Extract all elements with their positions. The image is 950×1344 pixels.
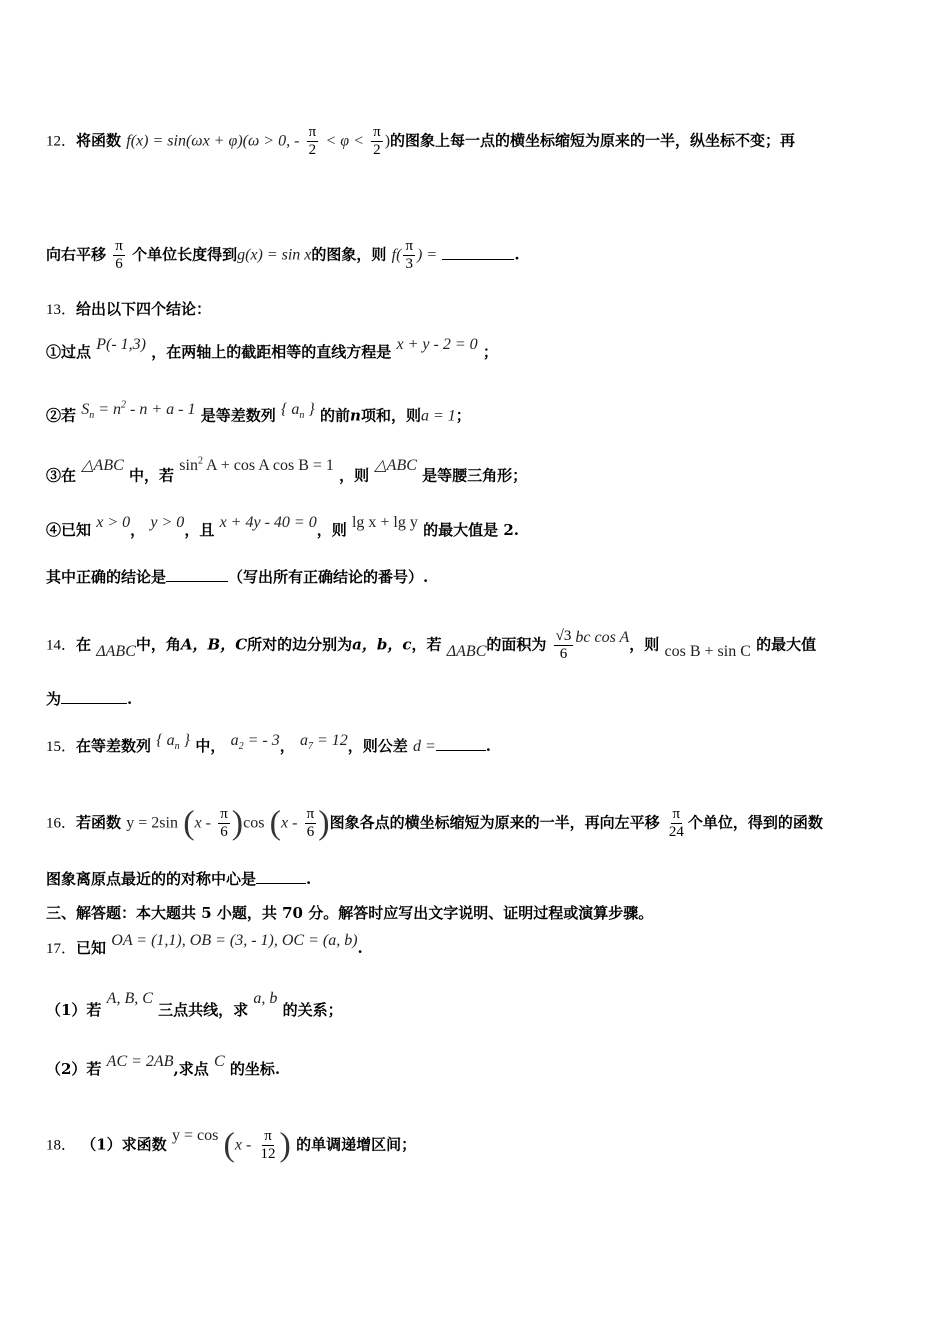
right-paren: )	[279, 1126, 291, 1164]
q14-line1	[46, 628, 816, 663]
q15-math: $a_7 = 12$	[299, 732, 348, 753]
fraction: $\frac{\pi}{12}$	[260, 1128, 276, 1162]
q17-part1	[46, 990, 343, 1021]
q16-text: 个单位，得到的函数	[687, 813, 823, 832]
q14-math: cos B + sin C	[664, 642, 751, 660]
q16-math: y = 2sin	[126, 814, 178, 832]
q17-text: 三点共线，求	[158, 1001, 249, 1019]
q13-text: ④已知	[46, 521, 92, 539]
q14-math: ΔABC	[446, 642, 487, 660]
fraction: $\frac{\pi}{6}$	[115, 238, 123, 272]
q15-line	[46, 732, 492, 763]
q12-f-close: ) =	[417, 246, 438, 264]
q17-line	[46, 932, 363, 959]
q13-text: ；	[482, 343, 498, 361]
q18-math: y = cos	[171, 1126, 219, 1144]
q17-math: AC = 2AB	[106, 1053, 174, 1070]
q17-text: 已知	[76, 939, 107, 957]
q17-text: 的关系；	[282, 1001, 343, 1019]
q13-math: △ABC	[81, 457, 124, 475]
q14-text: A，B，C	[180, 635, 248, 654]
q12-line2	[46, 238, 520, 273]
answer-blank[interactable]	[166, 567, 228, 582]
question-number: 12．	[46, 133, 77, 150]
q15-math: $a_2$ = - 3	[230, 732, 280, 753]
q13-text: 中，若	[129, 466, 175, 485]
q18-math: x -	[234, 1136, 252, 1154]
q13-math: P(- 1,3)	[96, 336, 147, 353]
period: .	[306, 870, 312, 888]
period: .	[127, 690, 133, 708]
q14-text: 在	[76, 635, 92, 654]
q13-text: （写出所有正确结论的番号）.	[228, 568, 429, 586]
q12-function: f(x) = sin(ωx + φ)	[126, 132, 243, 150]
q13-title-text: 给出以下四个结论：	[76, 300, 212, 318]
section-heading: 三、解答题：本大题共 5 小题，共 70 分。解答时应写出文字说明、证明过程或演算步骤。	[46, 904, 654, 922]
question-number: 18．	[46, 1137, 77, 1154]
q14-math: ΔABC	[96, 642, 136, 660]
q13-text: ，且	[184, 521, 215, 539]
q14-text: ，则	[629, 635, 660, 654]
q16-text: 若函数	[76, 813, 122, 832]
q16-line2	[46, 869, 311, 889]
q14-text: 所对的边分别为	[247, 635, 353, 654]
question-number: 15．	[46, 739, 77, 755]
question-number: 17．	[46, 941, 77, 957]
q13-math: a = 1	[420, 407, 456, 425]
q13-text: ③在	[46, 466, 77, 485]
q16-text: 图象离原点最近的的对称中心是	[46, 870, 257, 888]
q15-math: { $a_n$ }	[156, 732, 191, 753]
answer-blank[interactable]	[61, 689, 127, 704]
answer-blank[interactable]	[436, 736, 486, 751]
q17-math: a, b	[253, 990, 278, 1007]
q16-math: x -	[194, 814, 211, 832]
q13-math: $S_n = n^2 - n + a - 1$	[81, 400, 196, 422]
q13-text: 项和，则	[360, 406, 421, 425]
q17-math: C	[213, 1053, 225, 1070]
q13-text: ，在两轴上的截距相等的直线方程是	[151, 343, 392, 361]
q12-text: 的图象，则	[311, 245, 387, 264]
q13-math: $\sin^2 A + \cos A$ cos B = 1	[179, 456, 334, 475]
fraction: $\frac{\pi}{2}$	[308, 124, 317, 158]
q14-text: 中，角	[135, 635, 181, 654]
q13-math: x > 0	[96, 514, 131, 531]
q16-math: cos	[243, 814, 265, 832]
q13-text: 其中正确的结论是	[46, 568, 167, 586]
question-number: 16．	[46, 815, 77, 832]
q13-math: x + 4y - 40 = 0	[219, 514, 317, 531]
q13-item1	[46, 336, 498, 363]
fraction: $\frac{√3}{6}$	[555, 628, 572, 662]
q17-text: （1）若	[46, 1001, 102, 1019]
q15-math: d =	[412, 738, 436, 755]
q13-text: ，则	[316, 521, 347, 539]
q15-text: ，	[279, 737, 295, 755]
q12-text: 的图象上每一点的横坐标缩短为原来的一半，纵坐标不变；再	[390, 131, 796, 150]
q17-text: ,求点	[173, 1060, 209, 1078]
q12-text: 个单位长度得到	[132, 245, 238, 264]
q15-text: 中，	[195, 737, 226, 755]
q14-text: a，b，c	[352, 635, 412, 654]
q13-text: 的前	[320, 406, 351, 425]
q17-math: A, B, C	[106, 990, 153, 1007]
q12-text: 将函数	[76, 131, 122, 150]
q13-math: △ABC	[374, 457, 417, 475]
q13-title	[46, 299, 211, 320]
q18-line	[46, 1128, 416, 1163]
q13-math: x + y - 2 = 0	[396, 336, 478, 353]
question-number: 13．	[46, 302, 77, 318]
question-number: 14．	[46, 637, 77, 654]
q14-math: bc cos A	[575, 628, 630, 646]
q14-line2	[46, 689, 132, 709]
q13-text: ，	[130, 521, 146, 539]
q13-footer	[46, 567, 428, 587]
q13-text: 是等差数列	[200, 406, 276, 425]
q13-item3	[46, 456, 528, 486]
q13-text: ；	[455, 406, 471, 425]
q13-text: n	[350, 406, 361, 425]
q14-text: 的最大值	[756, 635, 817, 654]
q17-text: 的坐标.	[229, 1060, 281, 1078]
q12-line1	[46, 124, 795, 159]
q18-text: 的单调递增区间；	[296, 1135, 417, 1154]
q13-text: 的最大值是 2.	[423, 521, 519, 539]
answer-blank[interactable]	[256, 869, 306, 884]
q13-text: ，则	[339, 466, 370, 485]
fraction: $\frac{\pi}{6}$	[306, 806, 315, 840]
left-paren: (	[269, 804, 281, 842]
q13-item2	[46, 402, 471, 433]
q12-g: g(x) = sin x	[237, 246, 312, 264]
q12-condition-mid: < φ <	[325, 132, 364, 150]
q16-text: 图象各点的横坐标缩短为原来的一半，再向左平移	[329, 813, 660, 832]
q17-math: OA = (1,1), OB = (3, - 1), OC = (a, b)	[111, 932, 358, 949]
period: .	[357, 939, 363, 957]
q13-math: y > 0	[150, 514, 185, 531]
right-paren: )	[318, 804, 330, 842]
q16-math: x -	[281, 814, 298, 832]
q13-math: lg x + lg y	[351, 514, 418, 531]
q13-text: 是等腰三角形；	[422, 466, 528, 485]
q14-text: 的面积为	[486, 635, 547, 654]
q12-condition: (ω > 0, -	[242, 132, 300, 150]
q17-part2	[46, 1053, 281, 1080]
left-paren: (	[223, 1126, 235, 1164]
q14-text: ，若	[411, 635, 442, 654]
fraction: $\frac{\pi}{24}$	[668, 806, 684, 840]
q15-text: 在等差数列	[76, 737, 152, 755]
right-paren: )	[231, 804, 244, 842]
answer-blank[interactable]	[442, 245, 514, 260]
q13-text: ①过点	[46, 343, 92, 361]
fraction: $\frac{\pi}{2}$	[373, 124, 381, 158]
fraction: $\frac{\pi}{6}$	[220, 806, 228, 840]
fraction: $\frac{\pi}{3}$	[405, 238, 414, 272]
q14-text: 为	[46, 690, 62, 708]
period: .	[514, 245, 520, 264]
q12-f-open: f(	[391, 246, 402, 264]
left-paren: (	[183, 804, 195, 842]
q13-item4	[46, 514, 519, 541]
q18-text: （1）求函数	[81, 1135, 167, 1154]
q17-text: （2）若	[46, 1060, 102, 1078]
q15-text: ，则公差	[347, 737, 408, 755]
q12-text: 向右平移	[46, 245, 107, 264]
q13-math: { $a_n$ }	[280, 401, 315, 422]
close-paren: )	[384, 132, 391, 150]
q16-line1	[46, 806, 823, 841]
q13-text: ②若	[46, 406, 77, 425]
period: .	[485, 737, 492, 755]
